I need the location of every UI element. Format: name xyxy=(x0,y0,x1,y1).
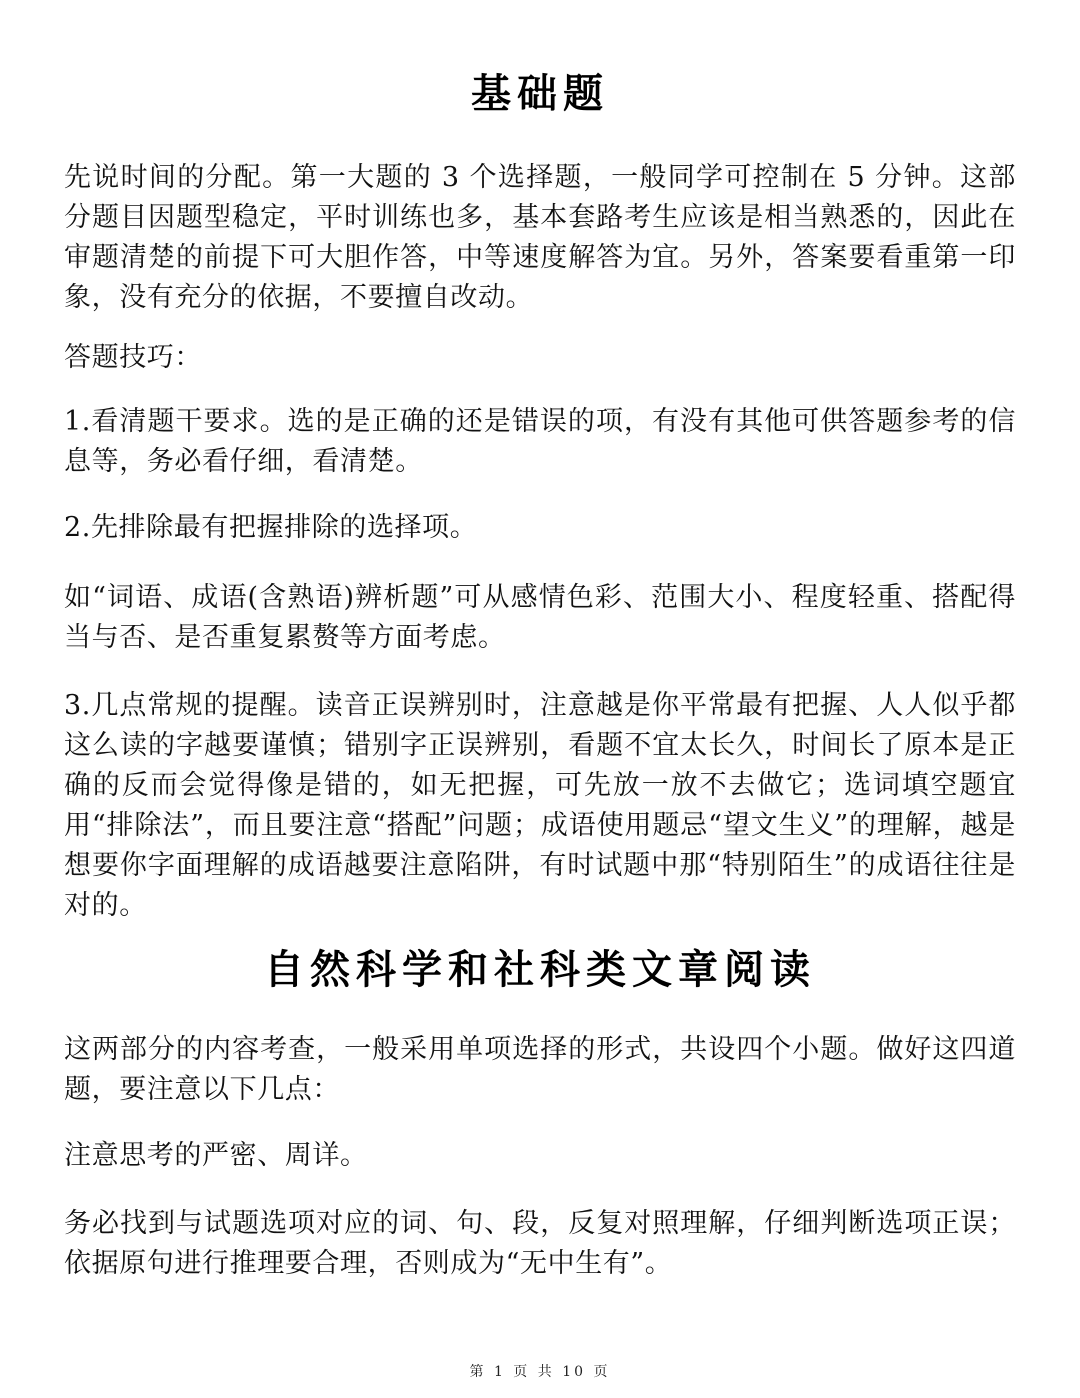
paragraph-time-allocation: 先说时间的分配。第一大题的 3 个选择题，一般同学可控制在 5 分钟。这部分题目因题型稳定，平时训练也多，基本套路考生应该是相当熟悉的，因此在审题清楚的前提下可大胆作答，中等速度解答为宜。另外，答案要看重第一印象，没有充分的依据，不要擅自改动。 xyxy=(64,162,1016,313)
paragraph-tip-3: 3.几点常规的提醒。读音正误辨别时，注意越是你平常最有把握、人人似乎都这么读的字越要谨慎；错别字正误辨别，看题不宜太长久，时间长了原本是正确的反而会觉得像是错的，如无把握，可先放一放不去做它；选词填空题宜用“排除法”，而且要注意“搭配”问题；成语使用题忌“望文生义”的理解，越是想要你字面理解的成语越要注意陷阱，有时试题中那“特别陌生”的成语往往是对的。 xyxy=(64,690,1016,921)
paragraph-tips-heading: 答题技巧： xyxy=(64,342,202,373)
paragraph-reading-intro: 这两部分的内容考查，一般采用单项选择的形式，共设四个小题。做好这四道题，要注意以下几点： xyxy=(64,1034,1016,1105)
paragraph-reading-point-2: 务必找到与试题选项对应的词、句、段，反复对照理解，仔细判断选项正误；依据原句进行推理要合理，否则成为“无中生有”。 xyxy=(64,1208,1016,1279)
section-title-reading: 自然科学和社科类文章阅读 xyxy=(264,947,816,993)
paragraph-reading-point-1: 注意思考的严密、周详。 xyxy=(64,1140,368,1171)
page-number-footer: 第 1 页 共 10 页 xyxy=(469,1364,611,1380)
paragraph-tip-1: 1.看清题干要求。选的是正确的还是错误的项，有没有其他可供答题参考的信息等，务必看仔细，看清楚。 xyxy=(64,406,1016,477)
paragraph-tip-2-example: 如“词语、成语(含熟语)辨析题”可从感情色彩、范围大小、程度轻重、搭配得当与否、是否重复累赘等方面考虑。 xyxy=(64,582,1016,653)
paragraph-tip-2: 2.先排除最有把握排除的选择项。 xyxy=(64,512,478,543)
section-title-basic: 基础题 xyxy=(471,71,609,117)
